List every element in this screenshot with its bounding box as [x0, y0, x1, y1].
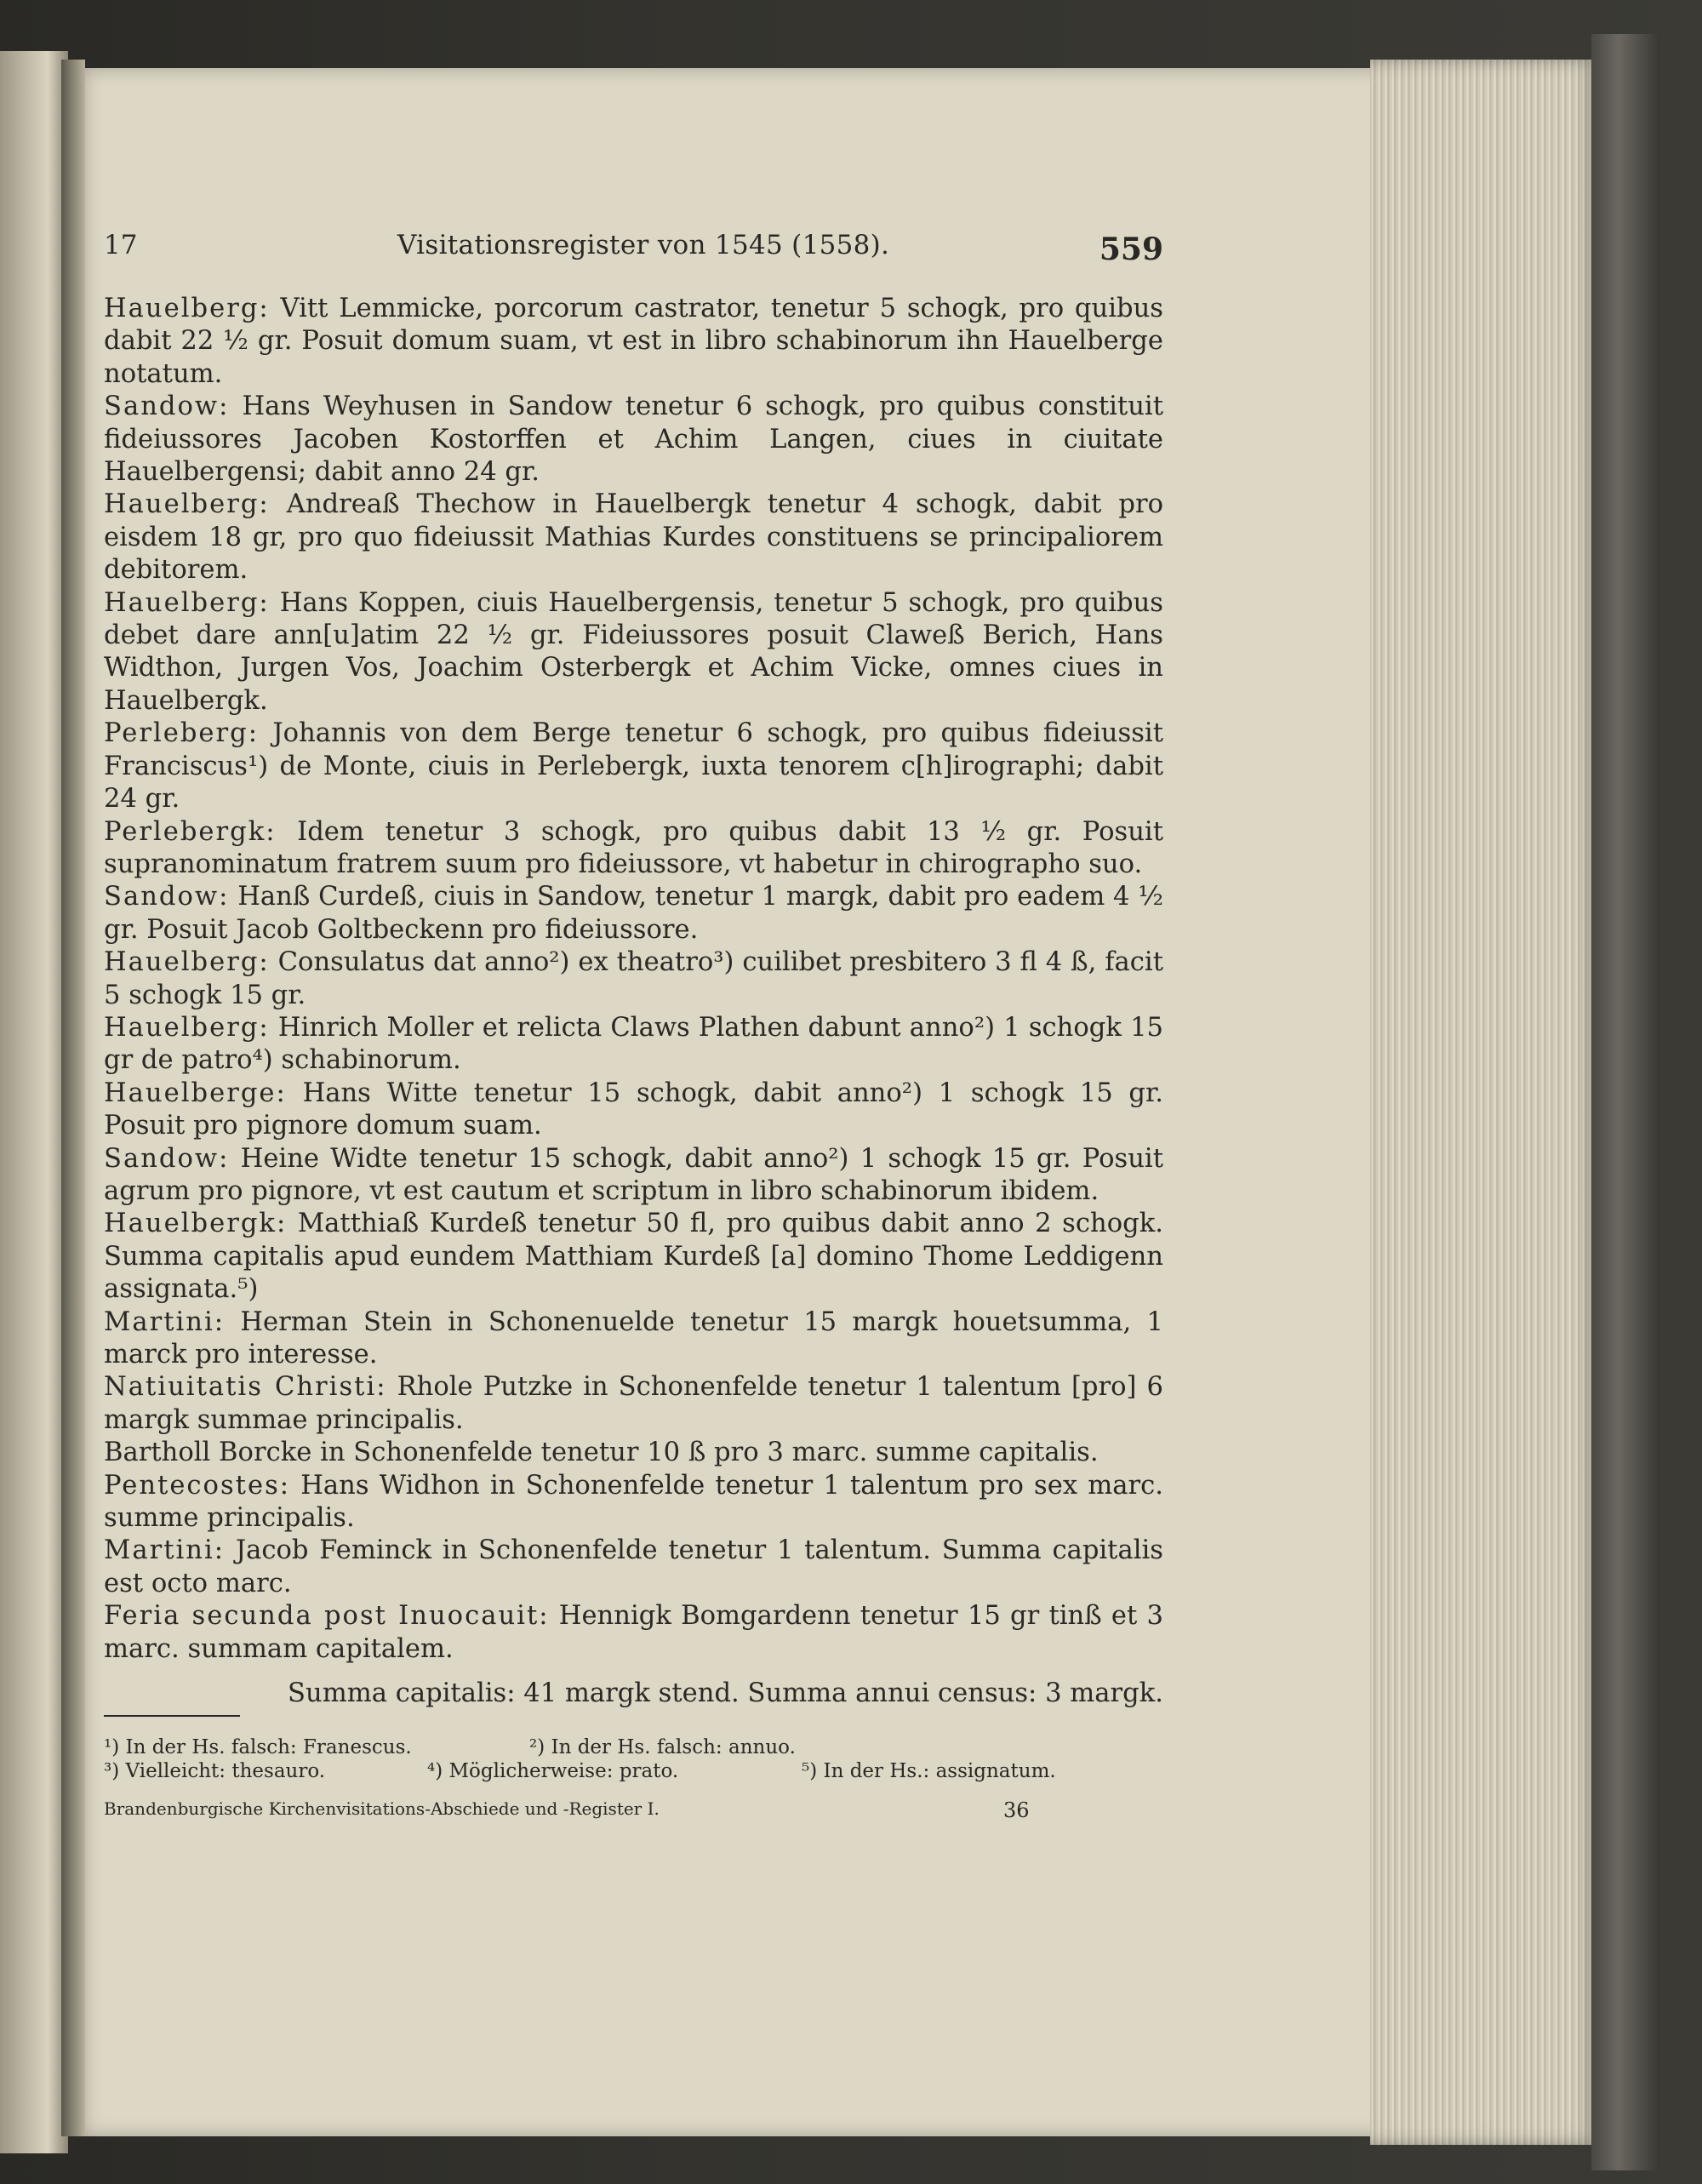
entry-place: Hauelberg: [104, 489, 270, 520]
entry-text: Hans Widhon in Schonenfelde tenetur 1 talentum pro sex marc. summe principalis. [104, 1470, 1163, 1534]
register-entry [104, 946, 1163, 1012]
entry-text: Hans Weyhusen in Sandow tenetur 6 schogk, pro quibus constituit fideiussores Jacoben Kostorffen et Achim Langen, ciues in ciuitate Hauelbergensi; dabit anno 24 gr. [104, 392, 1163, 488]
section-number: 17 [104, 230, 138, 260]
printer-signature [104, 1798, 1163, 1824]
register-entry [104, 1437, 1163, 1469]
footnote-4: ⁴) Möglicherweise: prato. [427, 1760, 679, 1783]
register-entry [104, 293, 1163, 391]
summa-line [104, 1678, 1163, 1710]
register-entry [104, 1078, 1163, 1143]
register-entry [104, 489, 1163, 586]
entry-text: Consulatus dat anno²) ex theatro³) cuilibet presbitero 3 fl 4 ß, facit 5 schogk 15 gr. [104, 947, 1163, 1010]
page-text-block [104, 221, 1163, 1824]
entry-text: Idem tenetur 3 schogk, pro quibus dabit 13 ½ gr. Posuit supranominatum fratrem suum pro fideiussore, vt habetur in chirographo suo. [104, 816, 1163, 879]
entry-place: Feria secunda post Inuocauit: [104, 1601, 550, 1632]
entry-place: Sandow: [104, 392, 230, 422]
footnote-5: ⁵) In der Hs.: assignatum. [802, 1760, 1056, 1783]
entry-text: Heine Widte tenetur 15 schogk, dabit anno²) 1 schogk 15 gr. Posuit agrum pro pignore, vt est cautum et scriptum in libro schabinorum ibidem. [104, 1143, 1163, 1206]
entry-text: Hans Koppen, ciuis Hauelbergensis, tenetur 5 schogk, pro quibus debet dare ann[u]atim 22 ½ gr. Fideiussores posuit Claweß Berich, Hans Widthon, Jurgen Vos, Joachim Osterbergk et Achim Vicke, omnes ciues in Hauelbergk. [104, 587, 1163, 716]
entry-place: Hauelberg: [104, 294, 270, 323]
entry-place: Natiuitatis Christi: [104, 1372, 387, 1403]
page-stack-edge [1370, 60, 1600, 2145]
register-entry [104, 816, 1163, 882]
entry-text: Jacob Feminck in Schonenfelde tenetur 1 talentum. Summa capitalis est octo marc. [104, 1535, 1163, 1598]
register-entry [104, 1371, 1163, 1437]
entry-place: Sandow: [104, 882, 230, 912]
register-entry [104, 1143, 1163, 1209]
footnote-3: ³) Vielleicht: thesauro. [104, 1760, 326, 1783]
entry-text: Andreaß Thechow in Hauelbergk tenetur 4 schogk, dabit pro eisdem 18 gr, pro quo fideiussit Mathias Kurdes constituens se principaliorem debitorem. [104, 489, 1163, 586]
entry-place: Martini: [104, 1535, 226, 1566]
page-number: 559 [1099, 232, 1163, 267]
entry-place: Hauelberg: [104, 1012, 270, 1043]
entry-text: Hinrich Moller et relicta Claws Plathen dabunt anno²) 1 schogk 15 gr de patro⁴) schabinorum. [104, 1012, 1163, 1076]
entry-text: Hanß Curdeß, ciuis in Sandow, tenetur 1 margk, dabit pro eadem 4 ½ gr. Posuit Jacob Goltbeckenn pro fideiussore. [104, 882, 1163, 945]
entry-place: Perlebergk: [104, 816, 277, 847]
register-entries [104, 293, 1163, 1666]
entry-place: Sandow: [104, 1143, 230, 1174]
entry-text: Bartholl Borcke in Schonenfelde tenetur 10 ß pro 3 marc. summe capitalis. [104, 1438, 1099, 1468]
entry-text: Hans Witte tenetur 15 schogk, dabit anno²) 1 schogk 15 gr. Posuit pro pignore domum suam. [104, 1078, 1163, 1141]
entry-place: Hauelberge: [104, 1078, 287, 1108]
footnote-row [104, 1735, 1163, 1759]
register-entry [104, 718, 1163, 815]
footnote-rule [104, 1715, 240, 1717]
signature-number: 36 [1003, 1798, 1030, 1823]
entry-place: Hauelberg: [104, 587, 270, 618]
entry-place: Perleberg: [104, 718, 260, 749]
entry-text: Herman Stein in Schonenuelde tenetur 15 margk houetsumma, 1 marck pro interesse. [104, 1306, 1163, 1369]
book-gutter [61, 60, 85, 2136]
entry-text: Vitt Lemmicke, porcorum castrator, tenetur 5 schogk, pro quibus dabit 22 ½ gr. Posuit domum suam, vt est in libro schabinorum ihn Hauelberge notatum. [104, 294, 1163, 389]
register-entry [104, 587, 1163, 718]
register-entry [104, 1306, 1163, 1372]
register-entry [104, 1600, 1163, 1666]
register-entry [104, 1208, 1163, 1306]
entry-place: Pentecostes: [104, 1470, 291, 1501]
entry-place: Martini: [104, 1306, 226, 1337]
entry-text: Rhole Putzke in Schonenfelde tenetur 1 talentum [pro] 6 margk summae principalis. [104, 1372, 1163, 1435]
entry-place: Hauelbergk: [104, 1209, 288, 1239]
left-page-edge [0, 51, 68, 2153]
footnote-row [104, 1759, 1163, 1783]
footnote-1: ¹) In der Hs. falsch: Franescus. [104, 1736, 412, 1759]
running-title: Visitationsregister von 1545 (1558). [397, 230, 890, 260]
footnotes [104, 1735, 1163, 1783]
footnote-2: ²) In der Hs. falsch: annuo. [529, 1736, 796, 1759]
book-cover-edge [1591, 34, 1659, 2170]
signature-title: Brandenburgische Kirchenvisitations-Abschiede und -Register I. [104, 1798, 660, 1820]
register-entry [104, 881, 1163, 946]
entry-place: Hauelberg: [104, 947, 270, 978]
entry-text: Matthiaß Kurdeß tenetur 50 fl, pro quibus dabit anno 2 schogk. Summa capitalis apud eundem Matthiam Kurdeß [a] domino Thome Leddigenn assignata.⁵) [104, 1209, 1163, 1305]
register-entry [104, 391, 1163, 489]
entry-text: Johannis von dem Berge tenetur 6 schogk, pro quibus fideiussit Franciscus¹) de Monte, ciuis in Perlebergk, iuxta tenorem c[h]irographi; dabit 24 gr. [104, 718, 1163, 815]
running-header [104, 221, 1163, 283]
summa-text: Summa capitalis: 41 margk stend. Summa annui census: 3 margk. [288, 1678, 1163, 1709]
register-entry [104, 1470, 1163, 1535]
register-entry [104, 1535, 1163, 1600]
register-entry [104, 1012, 1163, 1078]
entry-text: Hennigk Bomgardenn tenetur 15 gr tinß et 3 marc. summam capitalem. [104, 1601, 1163, 1664]
